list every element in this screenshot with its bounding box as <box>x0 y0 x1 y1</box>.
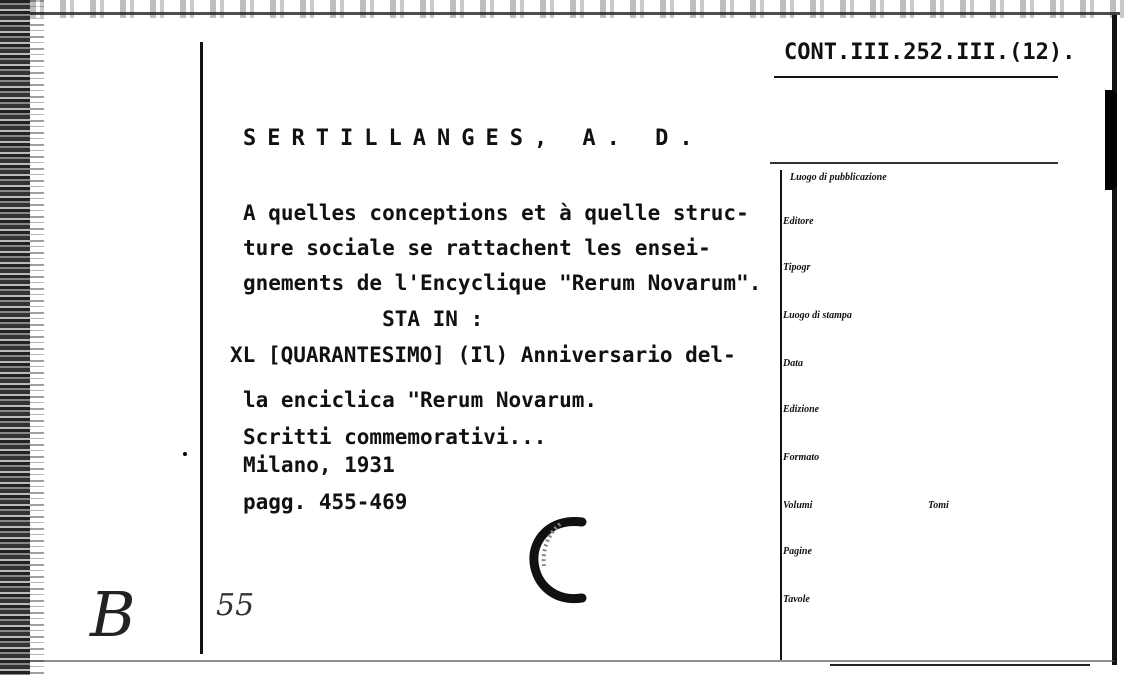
field-date: Data <box>783 358 803 369</box>
field-printer: Tipogr <box>783 262 811 273</box>
scan-bottom-border <box>830 664 1090 666</box>
title-line: gnements de l'Encyclique "Rerum Novarum". <box>243 271 762 295</box>
scan-left-edge-texture <box>30 0 44 675</box>
field-tomes: Tomi <box>928 500 949 511</box>
document-id: CONT.III.252.III.(12). <box>784 40 1076 65</box>
field-place-of-publication: Luogo di pubblicazione <box>790 172 887 183</box>
source-line: la enciclica "Rerum Novarum. <box>243 388 598 412</box>
document-id-underline <box>774 76 1058 78</box>
title-line: A quelles conceptions et à quelle struc- <box>243 201 749 225</box>
sta-in-label: STA IN : <box>243 307 484 331</box>
scan-top-border <box>30 12 1120 15</box>
field-place-of-printing: Luogo di stampa <box>783 310 852 321</box>
field-plates: Tavole <box>783 594 810 605</box>
scan-top-edge <box>30 0 1129 18</box>
publication-place-year: Milano, 1931 <box>243 453 395 477</box>
source-line: XL [QUARANTESIMO] (Il) Anniversario del- <box>230 343 736 367</box>
scan-right-tab <box>1105 90 1117 190</box>
handwritten-number: 55 <box>216 588 255 623</box>
card-fields-top-rule <box>770 162 1058 164</box>
stamp-mark <box>520 510 600 610</box>
ink-dot <box>183 452 187 456</box>
field-pages: Pagine <box>783 546 812 557</box>
field-volumes: Volumi <box>783 500 813 511</box>
field-edition: Edizione <box>783 404 820 415</box>
field-format: Formato <box>783 452 820 463</box>
source-line: Scritti commemorativi... <box>243 425 547 449</box>
card-left-rule <box>200 42 203 654</box>
page-range: pagg. 455-469 <box>243 490 408 514</box>
title-line: ture sociale se rattachent les ensei- <box>243 236 711 260</box>
handwritten-letter: B <box>90 578 136 651</box>
scan-bottom-edge <box>30 660 1115 662</box>
author-name: SERTILLANGES, A. D. <box>243 126 704 151</box>
field-publisher: Editore <box>783 216 814 227</box>
card-fields-rule <box>780 170 782 660</box>
scan-left-edge <box>0 0 30 675</box>
